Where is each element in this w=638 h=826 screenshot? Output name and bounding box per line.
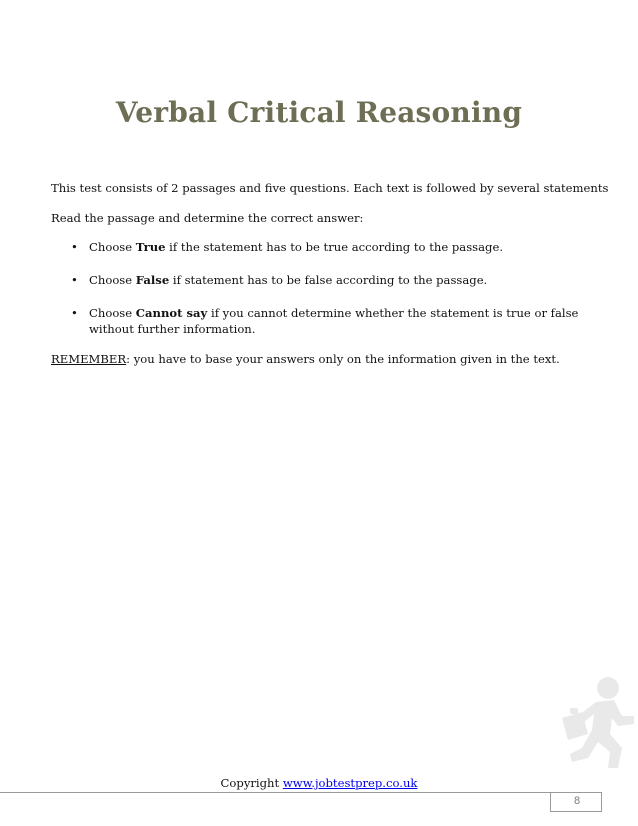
website-link[interactable]: www.jobtestprep.co.uk	[282, 776, 418, 790]
page-number-box	[550, 792, 602, 812]
bullet-suffix: if the statement has to be true according to the passage.	[165, 240, 504, 254]
bullet-text	[89, 272, 579, 288]
copyright-label: Copyright	[220, 776, 283, 790]
bullet-keyword: False	[135, 273, 170, 287]
bullet-keyword: True	[135, 240, 166, 254]
bullet-text	[89, 305, 579, 337]
bullet-icon: •	[71, 240, 78, 254]
bullet-suffix: if you cannot determine whether the statement is true or false without further information.	[89, 306, 579, 336]
remember-label: REMEMBER	[51, 352, 127, 366]
running-businessman-logo-icon	[548, 672, 638, 772]
page-title: Verbal Critical Reasoning	[115, 96, 523, 129]
bullet-icon: •	[71, 306, 78, 320]
page-number: 8	[573, 795, 581, 807]
bullet-suffix: if statement has to be false according to the passage.	[169, 273, 488, 287]
remember-text: : you have to base your answers only on the information given in the text.	[126, 352, 560, 366]
bullet-text	[89, 239, 579, 255]
instruction-paragraph: Read the passage and determine the correct answer:	[51, 211, 364, 225]
footer-copyright	[0, 775, 638, 791]
bullet-keyword: Cannot say	[135, 306, 208, 320]
remember-note	[51, 351, 560, 367]
footer-divider	[0, 792, 602, 793]
intro-paragraph: This test consists of 2 passages and five questions. Each text is followed by several statements	[51, 181, 609, 195]
bullet-prefix: Choose	[89, 306, 136, 320]
bullet-icon: •	[71, 273, 78, 287]
bullet-prefix: Choose	[89, 273, 136, 287]
bullet-prefix: Choose	[89, 240, 136, 254]
